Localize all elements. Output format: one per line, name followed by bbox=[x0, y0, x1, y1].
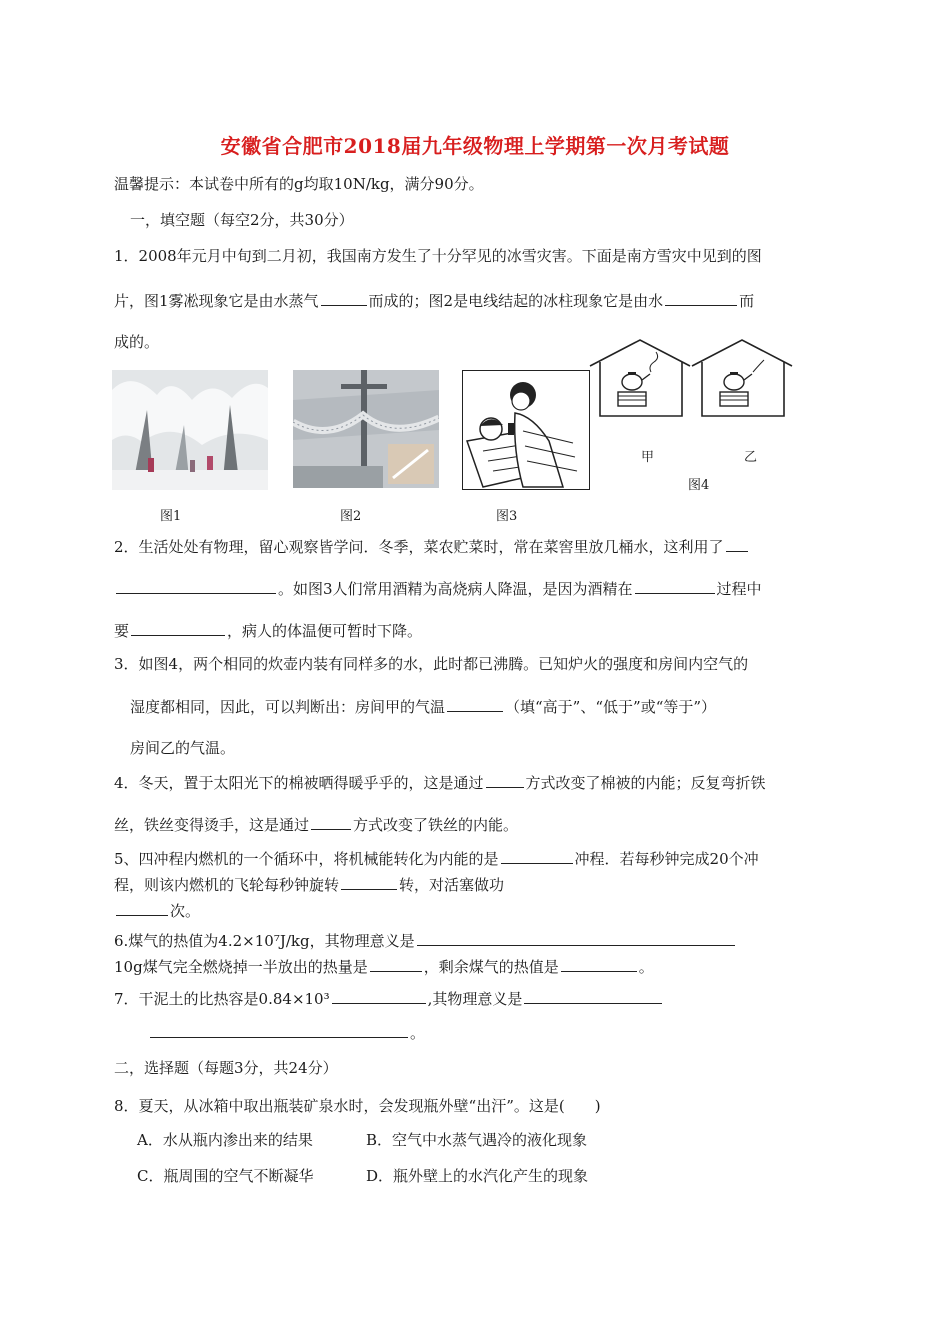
q1-line3: 成的。 bbox=[114, 333, 160, 351]
q4-blank-2[interactable] bbox=[311, 814, 351, 830]
q5-text-e: 次。 bbox=[170, 902, 201, 920]
q5-line2 bbox=[114, 874, 504, 895]
q1-line2 bbox=[114, 290, 754, 311]
q8-option-d[interactable]: D．瓶外壁上的水汽化产生的现象 bbox=[366, 1167, 589, 1185]
figure-2-caption: 图2 bbox=[340, 509, 362, 524]
q6-text-a: 6.煤气的热值为4.2×10⁷J/kg，其物理意义是 bbox=[114, 932, 415, 950]
q4-text-c: 丝，铁丝变得烫手，这是通过 bbox=[114, 816, 310, 834]
q4-line2 bbox=[114, 814, 518, 835]
q8-option-a[interactable]: A．水从瓶内渗出来的结果 bbox=[137, 1131, 313, 1149]
figure-1-caption: 图1 bbox=[160, 509, 182, 524]
q5-text-b: 冲程．若每秒钟完成20个冲 bbox=[574, 850, 759, 868]
q3-blank-1[interactable] bbox=[447, 696, 503, 712]
q7-text-b: ,其物理意义是 bbox=[427, 990, 523, 1008]
q4-text-a: 4．冬天，置于太阳光下的棉被晒得暖乎乎的，这是通过 bbox=[114, 774, 484, 792]
q7-line2 bbox=[148, 1022, 425, 1043]
q3-line3: 房间乙的气温。 bbox=[130, 739, 236, 757]
q6-blank-3[interactable] bbox=[561, 956, 637, 972]
q5-blank-1[interactable] bbox=[501, 848, 573, 864]
figure-2-icicle-wire-photo bbox=[293, 370, 439, 488]
q3-line1: 3．如图4，两个相同的炊壶内装有同样多的水，此时都已沸腾。已知炉火的强度和房间内空气的 bbox=[114, 655, 749, 673]
q5-text-a: 5、四冲程内燃机的一个循环中，将机械能转化为内能的是 bbox=[114, 850, 499, 868]
q6-text-b: 10g煤气完全燃烧掉一半放出的热量是 bbox=[114, 958, 368, 976]
q7-text-a: 7．干泥土的比热容是0.84×10³ bbox=[114, 990, 330, 1008]
q7-blank-1[interactable] bbox=[332, 988, 426, 1004]
figure-3-alcohol-cooling-drawing bbox=[462, 370, 590, 490]
q1-line1: 1．2008年元月中旬到二月初，我国南方发生了十分罕见的冰雪灾害。下面是南方雪灾中见到的图 bbox=[114, 247, 762, 265]
q2-line2 bbox=[114, 578, 762, 599]
q6-text-c: ，剩余煤气的热值是 bbox=[423, 958, 559, 976]
q5-blank-2[interactable] bbox=[341, 874, 397, 890]
page-title: 安徽省合肥市2018届九年级物理上学期第一次月考试题 bbox=[220, 134, 730, 158]
q4-line1 bbox=[114, 772, 766, 793]
q6-line1 bbox=[114, 930, 737, 951]
q1-text-b: 而成的；图2是电线结起的冰柱现象它是由水 bbox=[368, 292, 664, 310]
figure-1-rime-photo bbox=[112, 370, 268, 490]
exam-tip: 温馨提示：本试卷中所有的g均取10N/kg，满分90分。 bbox=[114, 175, 484, 193]
q6-blank-1[interactable] bbox=[417, 930, 735, 946]
q3-line2 bbox=[130, 696, 716, 717]
figure-3-caption: 图3 bbox=[496, 509, 518, 524]
q2-text-a: 2．生活处处有物理，留心观察皆学问．冬季，菜农贮菜时，常在菜窖里放几桶水，这利用了 bbox=[114, 538, 724, 556]
q4-blank-1[interactable] bbox=[486, 772, 524, 788]
q5-text-d: 转，对活塞做功 bbox=[399, 876, 505, 894]
section-choice-heading: 二，选择题（每题3分，共24分） bbox=[114, 1059, 338, 1077]
q7-blank-2b[interactable] bbox=[150, 1022, 408, 1038]
q2-text-d: 要 bbox=[114, 622, 130, 640]
q3-text-b: （填“高于”、“低于”或“等于”） bbox=[505, 698, 717, 716]
q1-text-c: 而 bbox=[739, 292, 755, 310]
q2-blank-3[interactable] bbox=[131, 620, 225, 636]
section-fill-heading: 一，填空题（每空2分，共30分） bbox=[130, 211, 354, 229]
q2-blank-1a[interactable] bbox=[726, 536, 748, 552]
q3-text-a: 湿度都相同，因此，可以判断出：房间甲的气温 bbox=[130, 698, 446, 716]
q2-line3 bbox=[114, 620, 422, 641]
q4-text-d: 方式改变了铁丝的内能。 bbox=[353, 816, 519, 834]
q2-line1 bbox=[114, 536, 750, 557]
q5-blank-3[interactable] bbox=[116, 900, 168, 916]
figure-4-houses-drawing bbox=[588, 336, 794, 422]
q2-text-b: 。如图3人们常用酒精为高烧病人降温，是因为酒精在 bbox=[278, 580, 633, 598]
q2-text-c: 过程中 bbox=[716, 580, 762, 598]
q7-text-c: 。 bbox=[410, 1024, 426, 1042]
q1-blank-2[interactable] bbox=[665, 290, 737, 306]
figure-4-caption: 图4 bbox=[688, 478, 710, 493]
q2-blank-2[interactable] bbox=[635, 578, 715, 594]
figure-4-label-jia: 甲 bbox=[641, 450, 655, 465]
q6-blank-2[interactable] bbox=[370, 956, 422, 972]
q5-line1 bbox=[114, 848, 759, 869]
q5-text-c: 程，则该内燃机的飞轮每秒钟旋转 bbox=[114, 876, 340, 894]
q5-line3 bbox=[114, 900, 200, 921]
q8-option-b[interactable]: B．空气中水蒸气遇冷的液化现象 bbox=[366, 1131, 588, 1149]
figure-4-label-yi: 乙 bbox=[744, 450, 758, 465]
q2-blank-1b[interactable] bbox=[116, 578, 276, 594]
q8-option-c[interactable]: C．瓶周围的空气不断凝华 bbox=[137, 1167, 314, 1185]
q6-line2 bbox=[114, 956, 654, 977]
q1-blank-1[interactable] bbox=[321, 290, 367, 306]
q1-text-a: 片，图1雾凇现象它是由水蒸气 bbox=[114, 292, 319, 310]
q4-text-b: 方式改变了棉被的内能；反复弯折铁 bbox=[525, 774, 766, 792]
q6-text-d: 。 bbox=[638, 958, 654, 976]
q7-line1 bbox=[114, 988, 664, 1009]
q2-text-e: ，病人的体温便可暂时下降。 bbox=[227, 622, 423, 640]
q7-blank-2a[interactable] bbox=[524, 988, 662, 1004]
q8-stem: 8．夏天，从冰箱中取出瓶装矿泉水时，会发现瓶外壁“出汗”。这是( ) bbox=[114, 1097, 601, 1115]
